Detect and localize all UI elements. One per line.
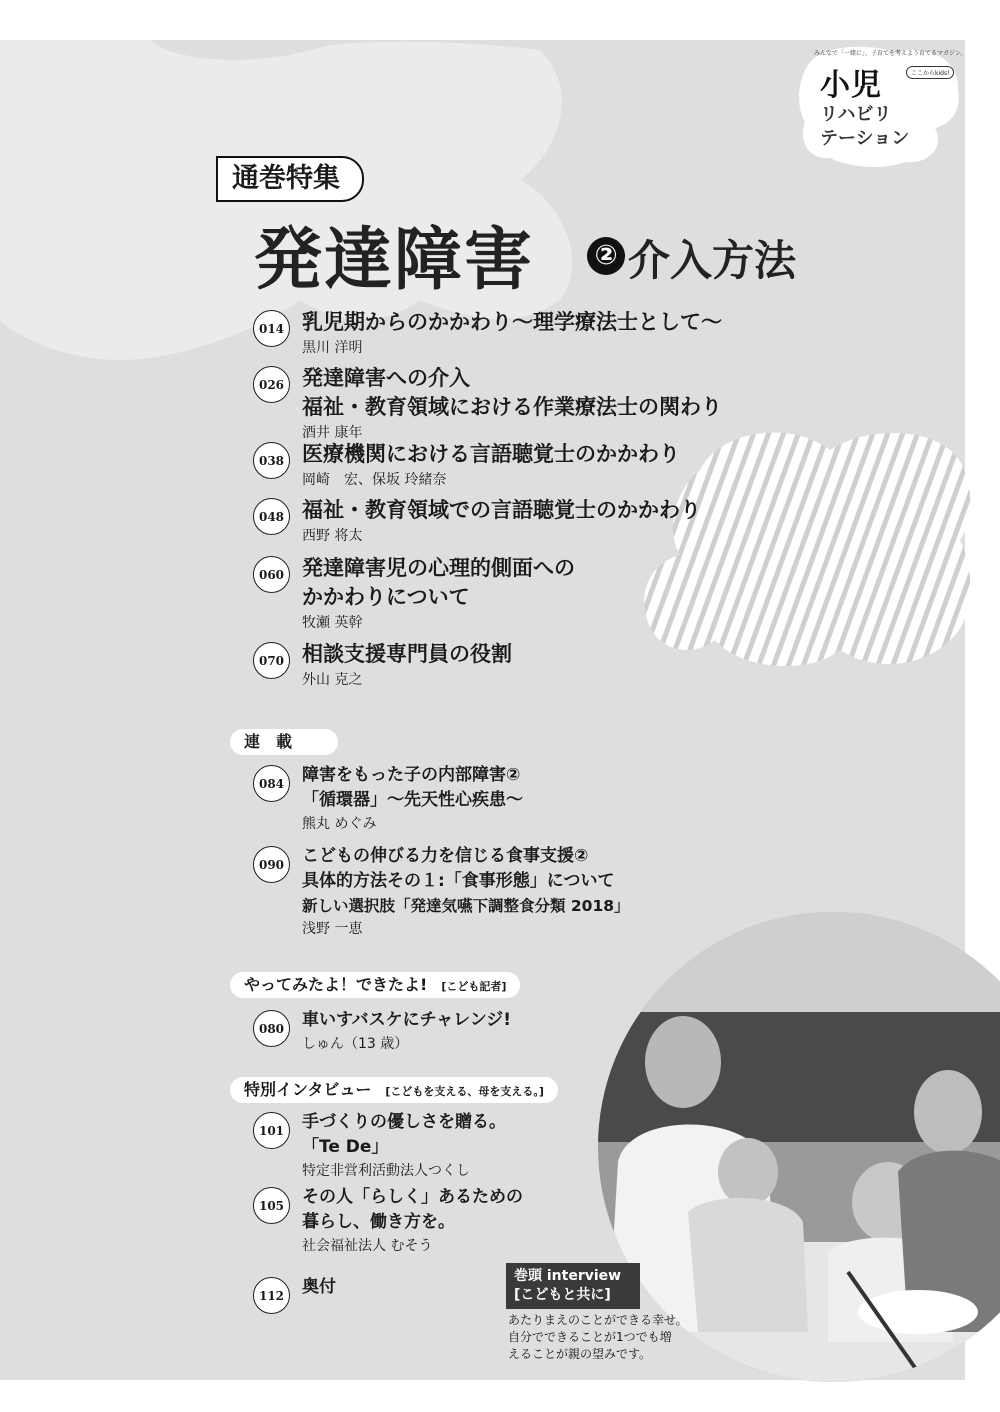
article-author: 浅野 一恵 [302, 921, 363, 937]
article-title: その人「らしく」あるための [302, 1187, 523, 1207]
article-author: 酒井 康年 [302, 425, 363, 441]
page-number-badge: 038 [253, 442, 290, 479]
feature-subtitle: 介入方法 [628, 236, 797, 285]
article-title: 発達障害児の心理的側面への [302, 556, 575, 580]
article-title-line: 「Te De」 [302, 1137, 389, 1157]
caption-subheading: [こどもと共に] [514, 1287, 611, 1303]
article-title: 車いすバスケにチャレンジ! [302, 1010, 512, 1030]
page-number-badge: 048 [253, 498, 290, 535]
article-author: 黒川 洋明 [302, 340, 363, 356]
series-label: 通巻特集 [216, 156, 364, 202]
article-author: 岡崎 宏、保坂 玲緒奈 [302, 472, 447, 488]
article-author: 特定非営利活動法人つくし [302, 1163, 470, 1179]
page-number-badge: 090 [253, 846, 290, 883]
page-number-badge: 084 [253, 765, 290, 802]
caption-line: あたりまえのことができる幸せ。 [508, 1313, 688, 1327]
page-number-badge: 101 [253, 1112, 290, 1149]
article-title-line: 「循環器」～先天性心疾患～ [302, 790, 523, 810]
page-number-badge: 112 [253, 1277, 290, 1314]
cover-interview-caption-head [506, 1263, 640, 1309]
logo-subtitle-1: リハビリ [820, 104, 892, 125]
article-title: 奥付 [302, 1277, 336, 1297]
page-number-badge: 026 [253, 366, 290, 403]
article-title-line: 福祉・教育領域における作業療法士の関わり [302, 395, 722, 419]
kids-section-title: やってみたよ！できたよ! [244, 975, 428, 994]
article-title: 乳児期からのかかわり～理学療法士として～ [302, 310, 722, 334]
kids-section-label [230, 972, 520, 998]
caption-line: えることが親の望みです。 [508, 1347, 652, 1361]
article-title-line: 具体的方法その１:「食事形態」について [302, 871, 615, 891]
cover-interview-caption [508, 1312, 688, 1363]
logo-subtitle-2: テーション [820, 128, 910, 149]
page-number-badge: 014 [253, 310, 290, 347]
interview-section-title: 特別インタビュー [244, 1080, 372, 1099]
logo-title: 小児 [820, 68, 882, 103]
article-title-line: 暮らし、働き方を。 [302, 1212, 455, 1232]
article-title: 発達障害への介入 [302, 366, 470, 390]
page-number-badge: 070 [253, 642, 290, 679]
article-author: 外山 克之 [302, 672, 363, 688]
article-title: 手づくりの優しさを贈る。 [302, 1112, 506, 1132]
serial-section-label: 連 載 [230, 729, 338, 755]
logo-tagline: みんなで「一緒に」、子育てを考えよう育てるマガジン。 [814, 50, 967, 57]
article-title: 障害をもった子の内部障害② [302, 765, 521, 785]
article-author: 西野 将太 [302, 528, 363, 544]
page-number-badge: 105 [253, 1187, 290, 1224]
page-number-badge: 080 [253, 1010, 290, 1047]
caption-line: 自分でできることが1つでも増 [508, 1330, 672, 1344]
article-author: 牧瀬 英幹 [302, 615, 363, 631]
article-title-line: 新しい選択肢「発達気嚥下調整食分類 2018」 [302, 897, 630, 915]
feature-number-badge: ② [587, 237, 625, 275]
article-title-line: かかわりについて [302, 585, 470, 609]
magazine-logo [806, 44, 967, 154]
feature-title: 発達障害 [254, 221, 535, 300]
article-author: 社会福祉法人 むそう [302, 1238, 433, 1254]
article-title: こどもの伸びる力を信じる食事支援② [302, 846, 589, 866]
article-title: 医療機関における言語聴覚士のかかわり [302, 442, 680, 466]
article-title: 福祉・教育領域での言語聴覚士のかかわり [302, 498, 701, 522]
page-number-badge: 060 [253, 556, 290, 593]
interview-section-tag: [こどもを支える、母を支える。] [385, 1085, 544, 1098]
kids-section-tag: [こども記者] [441, 980, 507, 993]
caption-heading: 巻頭 interview [514, 1268, 622, 1284]
logo-badge: ここからkids! [906, 66, 954, 79]
article-author: しゅん（13 歳） [302, 1036, 409, 1052]
interview-section-label [230, 1077, 558, 1103]
article-author: 熊丸 めぐみ [302, 816, 377, 832]
article-title: 相談支援専門員の役割 [302, 642, 512, 666]
